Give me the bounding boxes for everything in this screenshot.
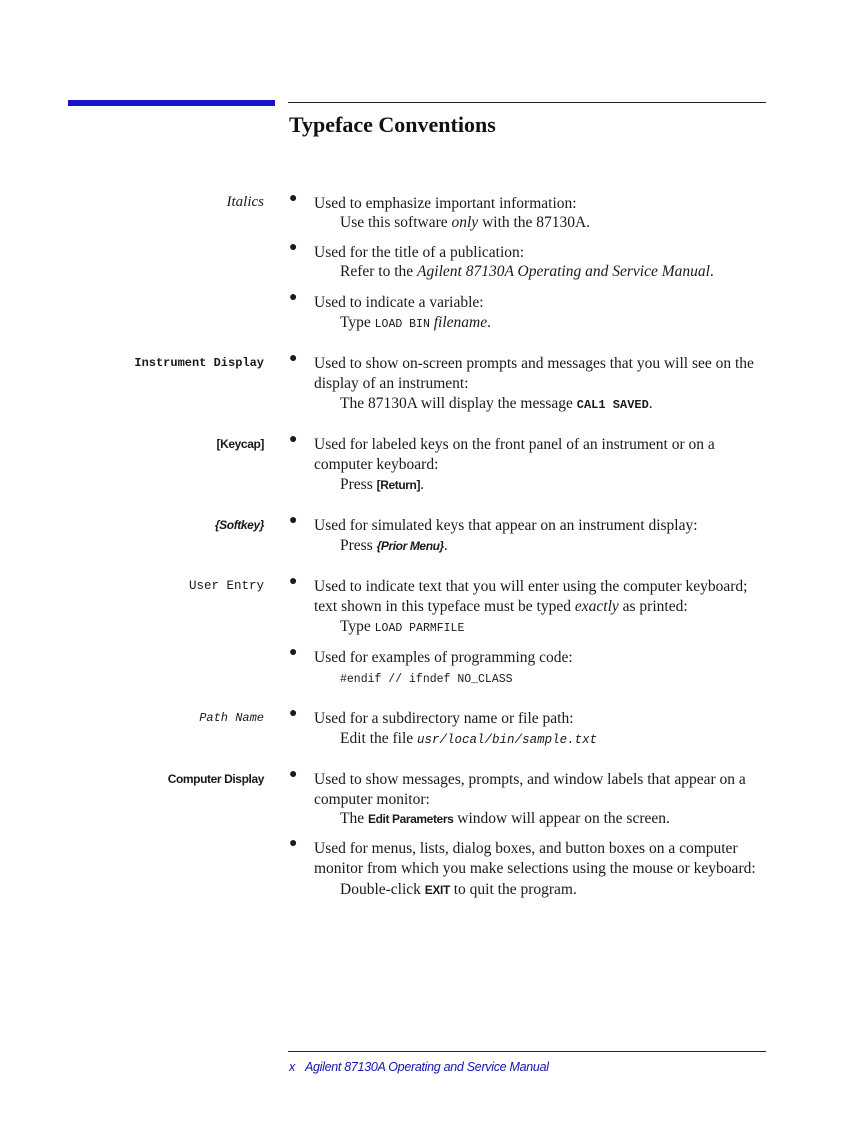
item-example: Edit the file usr/local/bin/sample.txt	[340, 730, 598, 747]
item-text: Used to show on-screen prompts and messages that you will see on the display of an instrument:	[314, 355, 754, 392]
item-example: The 87130A will display the message CAL1 SAVED.	[340, 395, 653, 412]
item-text: Used for examples of programming code:	[314, 649, 573, 666]
convention-label: Path Name	[199, 711, 264, 725]
bullet-icon: ●	[289, 191, 298, 206]
item-text: Used to indicate text that you will enter using the computer keyboard; text shown in this typeface must be typed exactly as printed:	[314, 578, 748, 615]
item-example: Press {Prior Menu}.	[340, 537, 448, 554]
page-title: Typeface Conventions	[289, 112, 496, 137]
section-accent-bar	[68, 100, 275, 106]
bullet-icon: ●	[289, 351, 298, 366]
item-example: Use this software only with the 87130A.	[340, 214, 591, 231]
convention-label: Italics	[226, 194, 264, 210]
bullet-icon: ●	[289, 290, 298, 305]
item-text: Used to emphasize important information:	[314, 195, 577, 212]
item-text: Used for the title of a publication:	[314, 244, 525, 261]
item-example: The Edit Parameters window will appear on the screen.	[340, 810, 670, 827]
item-example: Double-click EXIT to quit the program.	[340, 881, 577, 898]
page-number: x	[289, 1060, 295, 1074]
header-rule	[288, 102, 766, 103]
bullet-icon: ●	[289, 767, 298, 782]
convention-label: User Entry	[188, 579, 264, 593]
bullet-icon: ●	[289, 836, 298, 851]
page-footer	[289, 1060, 549, 1074]
bullet-icon: ●	[289, 706, 298, 721]
convention-label: Computer Display	[167, 772, 264, 786]
footer-rule	[288, 1051, 766, 1052]
item-text: Used to indicate a variable:	[314, 294, 484, 311]
item-example: Type LOAD PARMFILE	[340, 618, 465, 635]
item-text: Used to show messages, prompts, and window labels that appear on a computer monitor:	[314, 771, 746, 808]
item-example: #endif // ifndef NO_CLASS	[340, 673, 513, 686]
item-example: Type LOAD BIN filename.	[340, 314, 491, 331]
item-text: Used for labeled keys on the front panel of an instrument or on a computer keyboard:	[314, 436, 715, 473]
bullet-icon: ●	[289, 513, 298, 528]
bullet-icon: ●	[289, 574, 298, 589]
item-text: Used for a subdirectory name or file path:	[314, 710, 574, 727]
convention-label: Instrument Display	[134, 356, 264, 370]
bullet-icon: ●	[289, 432, 298, 447]
item-example: Press [Return].	[340, 476, 424, 493]
bullet-icon: ●	[289, 645, 298, 660]
item-text: Used for menus, lists, dialog boxes, and button boxes on a computer monitor from which you make selections using the mouse or keyboard:	[314, 840, 756, 877]
bullet-icon: ●	[289, 240, 298, 255]
manual-title: Agilent 87130A Operating and Service Manual	[304, 1060, 549, 1074]
convention-label: [Keycap]	[216, 437, 264, 451]
convention-label: {Softkey}	[214, 518, 264, 532]
item-example: Refer to the Agilent 87130A Operating and Service Manual.	[340, 263, 714, 280]
item-text: Used for simulated keys that appear on an instrument display:	[314, 517, 698, 534]
